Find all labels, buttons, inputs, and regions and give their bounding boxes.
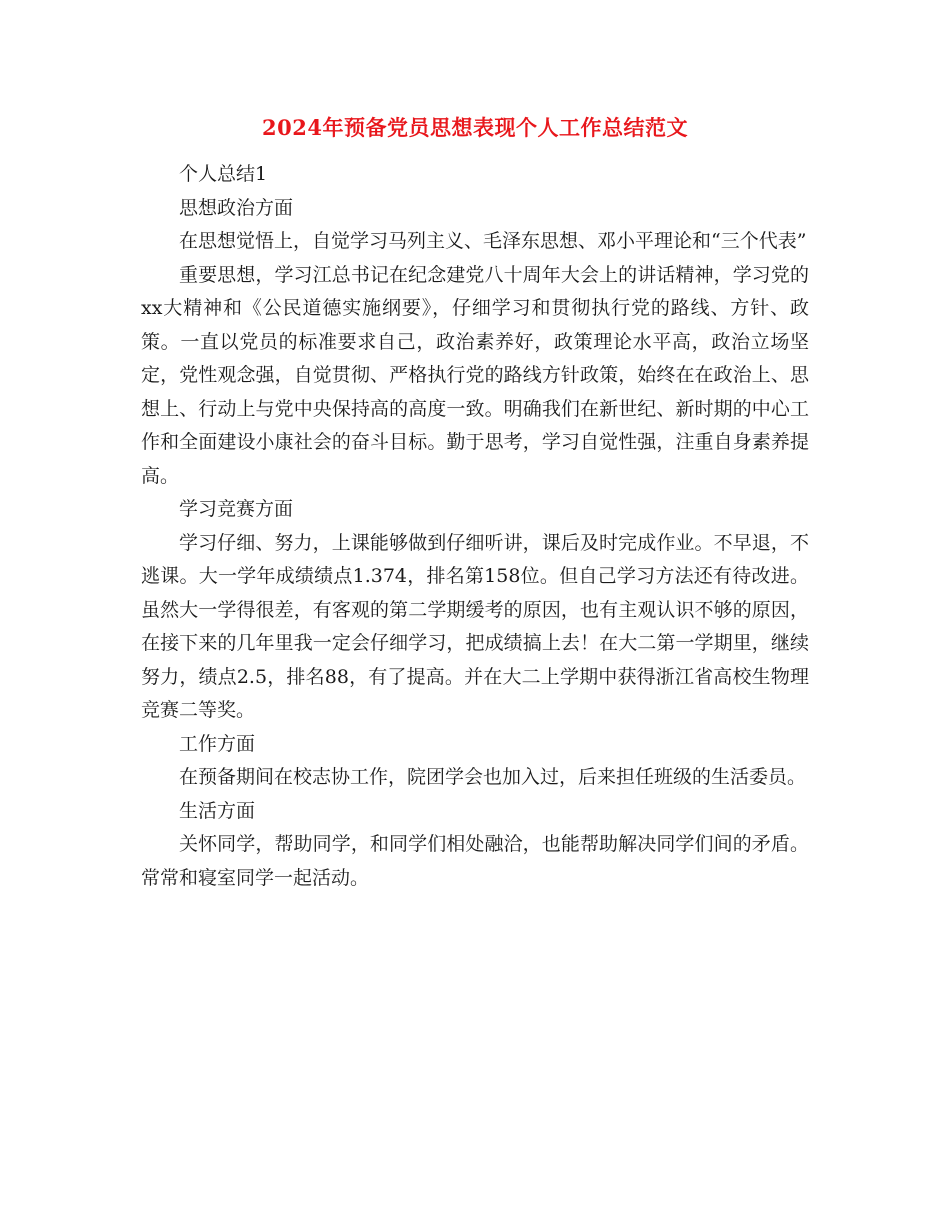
document-body [141,158,809,895]
paragraph-political-intro: 在思想觉悟上，自觉学习马列主义、毛泽东思想、邓小平理论和“三个代表” [179,230,807,252]
paragraph-life-body: 关怀同学，帮助同学，和同学们相处融洽，也能帮助解决同学们间的矛盾。常常和寝室同学一起活动。 [141,833,809,889]
paragraph-study-heading: 学习竞赛方面 [179,498,294,520]
paragraph-summary-heading: 个人总结1 [179,163,268,185]
paragraph-life-heading: 生活方面 [179,799,256,822]
paragraph-work-body: 在预备期间在校志协工作，院团学会也加入过，后来担任班级的生活委员。 [179,766,807,788]
paragraph-political-body: 重要思想，学习江总书记在纪念建党八十周年大会上的讲话精神，学习党的xx大精神和《公民道德实施纲要》，仔细学习和贯彻执行党的路线、方针、政策。一直以党员的标准要求自己，政治素养好，政策理论水平高，政治立场坚定，党性观念强，自觉贯彻、严格执行党的路线方针政策，始终在在政治上、思想上、行动上与党中央保持高的高度一致。明确我们在新世纪、新时期的中心工作和全面建设小康社会的奋斗目标。勤于思考，学习自觉性强，注重自身素养提高。 [141,263,809,487]
paragraph-work-heading: 工作方面 [179,732,256,755]
document-title: 2024年预备党员思想表现个人工作总结范文 [262,115,688,140]
paragraph-political-heading: 思想政治方面 [179,196,294,219]
paragraph-study-body: 学习仔细、努力，上课能够做到仔细听讲，课后及时完成作业。不早退，不逃课。大一学年成绩绩点1.374，排名第158位。但自己学习方法还有待改进。虽然大一学得很差，有客观的第二学期缓考的原因，也有主观认识不够的原因，在接下来的几年里我一定会仔细学习，把成绩搞上去！在大二第一学期里，继续努力，绩点2.5，排名88，有了提高。并在大二上学期中获得浙江省高校生物理竞赛二等奖。 [141,531,809,721]
